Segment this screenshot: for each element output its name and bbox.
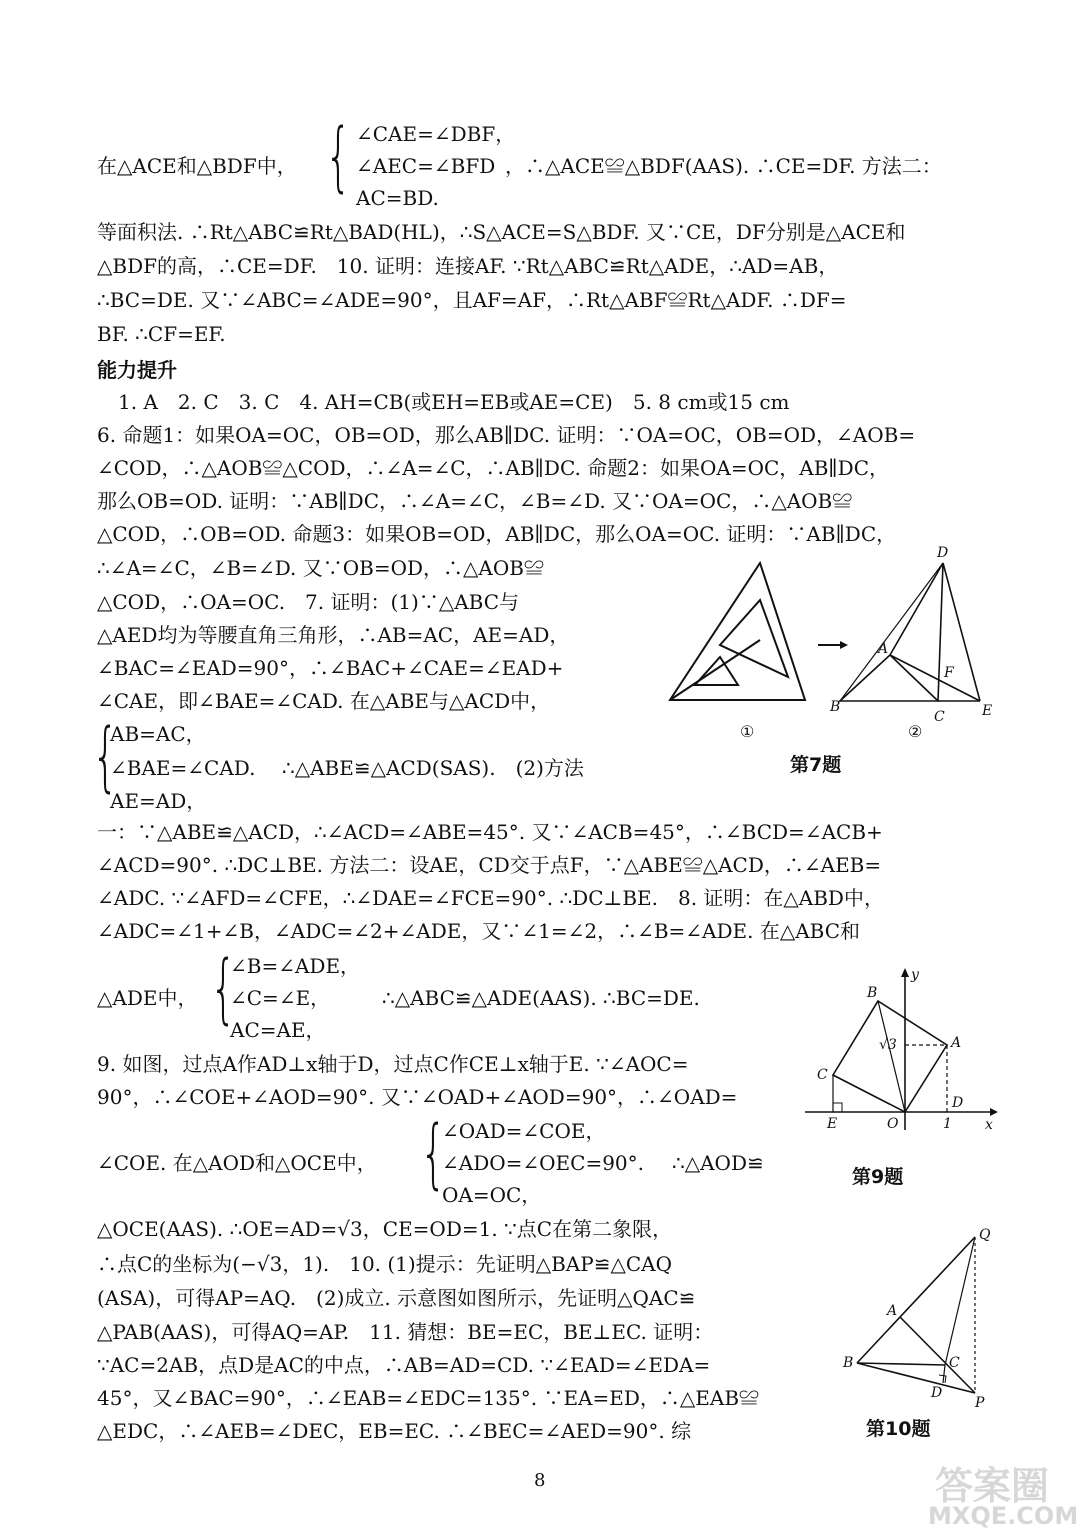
- fig7-label-C: C: [934, 709, 945, 725]
- text-line-26: ∠COE. 在△AOD和△OCE中，: [97, 1151, 377, 1175]
- text-line-32: ∵AC=2AB，点D是AC的中点，∴AB=AD=CD. ∵∠EAD=∠EDA=: [97, 1353, 711, 1377]
- system3-row1: ∠B=∠ADE，: [230, 954, 361, 978]
- text-line-14: △AED均为等腰直角三角形，∴AB=AC，AE=AD，: [97, 623, 570, 647]
- system1-row1: ∠CAE=∠DBF，: [356, 122, 516, 146]
- fig9-label-x: x: [985, 1117, 993, 1133]
- fig7-inner-triangle-large: [720, 600, 788, 677]
- text-line-22: △ADE中，: [97, 986, 198, 1010]
- text-line-8: 6. 命题1：如果OA=OC，OB=OD，那么AB∥DC. 证明：∵OA=OC，OB=OD，∠AOB=: [97, 423, 916, 447]
- figure-7: [660, 545, 1000, 745]
- fig9-x-arrow: [990, 1108, 998, 1116]
- fig9-label-E: E: [827, 1116, 838, 1132]
- fig9-label-tick-1: 1: [943, 1116, 952, 1132]
- fig9-label-D: D: [952, 1095, 964, 1111]
- fig10-label-D: D: [931, 1385, 943, 1401]
- text-line-30: (ASA)，可得AP=AQ. (2)成立. 示意图如图所示，先证明△QAC≌: [97, 1286, 696, 1310]
- text-line-5: ∴BC=DE. 又∵∠ABC=∠ADE=90°，且AF=AF，∴Rt△ABF≌Rt△ADF. ∴DF=: [97, 288, 847, 312]
- fig10-label-B: B: [843, 1355, 854, 1371]
- fig9-caption: 第9题: [852, 1166, 904, 1188]
- fig9-label-sqrt3: √3: [879, 1037, 897, 1053]
- system4-row3: OA=OC，: [442, 1183, 542, 1207]
- fig10-label-A: A: [887, 1303, 898, 1319]
- text-line-11: △COD，∴OB=OD. 命题3：如果OB=OD，AB∥DC，那么OA=OC. 证明：∵AB∥DC，: [97, 522, 897, 546]
- text-line-31: △PAB(AAS)，可得AQ=AP. 11. 猜想：BE=EC，BE⊥EC. 证明：: [97, 1320, 714, 1344]
- system3-row2: ∠C=∠E，: [230, 986, 331, 1010]
- system2-row1: AB=AC，: [110, 722, 206, 746]
- fig7-outer-triangle: [670, 563, 805, 700]
- text-line-9: ∠COD，∴△AOB≌△COD，∴∠A=∠C，∴AB∥DC. 命题2：如果OA=OC，AB∥DC，: [97, 456, 890, 480]
- fig9-label-B: B: [867, 985, 878, 1001]
- text-line-25: 90°，∴∠COE+∠AOD=90°. 又∵∠OAD+∠AOD=90°，∴∠OAD=: [97, 1085, 738, 1109]
- text-line-3: 等面积法. ∴Rt△ABC≌Rt△BAD(HL)，∴S△ACE=S△BDF. 又∵CE，DF分别是△ACE和: [97, 220, 906, 244]
- text-line-23: ∴△ABC≌△ADE(AAS). ∴BC=DE.: [382, 986, 700, 1010]
- fig7-divider: [670, 640, 760, 700]
- brace-system-1: {: [325, 111, 352, 200]
- text-line-4: △BDF的高，∴CE=DF. 10. 证明：连接AF. ∵Rt△ABC≌Rt△ADE，∴AD=AB，: [97, 254, 839, 278]
- text-line-19: ∠ACD=90°. ∴DC⊥BE. 方法二：设AE，CD交于点F，∵△ABE≌△ACD，∴∠AEB=: [97, 853, 882, 877]
- text-line-20: ∠ADC. ∵∠AFD=∠CFE，∴∠DAE=∠FCE=90°. ∴DC⊥BE. 8. 证明：在△ABD中，: [97, 886, 884, 910]
- text-line-17: ∴△ABE≌△ACD(SAS). (2)方法: [282, 756, 584, 780]
- fig10-label-C: C: [949, 1355, 960, 1371]
- section-heading: 能力提升: [97, 358, 177, 382]
- fig7-segment-AE: [890, 655, 980, 701]
- text-line-15: ∠BAC=∠EAD=90°，∴∠BAC+∠CAE=∠EAD+: [97, 656, 564, 680]
- fig7-label-E: E: [982, 703, 993, 719]
- fig9-segment-OB: [878, 1001, 905, 1112]
- fig7-label-D: D: [937, 545, 949, 561]
- text-line-21: ∠ADC=∠1+∠B，∠ADC=∠2+∠ADE，又∵∠1=∠2，∴∠B=∠ADE. 在△ABC和: [97, 919, 861, 943]
- fig9-right-angle-mark: [833, 1103, 842, 1112]
- fig7-label-B: B: [830, 699, 841, 715]
- fig10-segment-QC: [945, 1237, 975, 1365]
- text-line-6: BF. ∴CF=EF.: [97, 322, 226, 346]
- fig10-segment-AP: [900, 1317, 975, 1393]
- fig10-right-angle-mark: [939, 1375, 946, 1383]
- system2-row2: ∠BAE=∠CAD.: [110, 756, 256, 780]
- system4-row2: ∠ADO=∠OEC=90°.: [442, 1151, 645, 1175]
- fig9-label-y: y: [911, 967, 919, 983]
- text-line-1: 在△ACE和△BDF中，: [97, 154, 297, 178]
- text-line-33: 45°，又∠BAC=90°，∴∠EAB=∠EDC=135°. ∵EA=ED，∴△EAB≌: [97, 1386, 760, 1410]
- fig7-label-F: F: [944, 665, 954, 681]
- brace-system-4: {: [420, 1108, 447, 1197]
- fig7-segment-AD: [890, 563, 943, 655]
- text-line-12: ∴∠A=∠C，∠B=∠D. 又∵OB=OD，∴△AOB≌: [97, 556, 544, 580]
- page-number: 8: [534, 1470, 546, 1491]
- fig10-segment-BQ: [857, 1237, 975, 1363]
- fig10-caption: 第10题: [866, 1418, 931, 1440]
- fig9-square: [833, 1001, 947, 1112]
- text-line-18: 一：∵△ABE≌△ACD，∴∠ACD=∠ABE=45°. 又∵∠ACB=45°，∴∠BCD=∠ACB+: [97, 820, 883, 844]
- fig10-label-Q: Q: [979, 1227, 991, 1243]
- text-line-28: △OCE(AAS). ∴OE=AD=√3，CE=OD=1. ∵点C在第二象限，: [97, 1217, 673, 1241]
- fig10-label-P: P: [975, 1395, 985, 1410]
- text-line-10: 那么OB=OD. 证明：∵AB∥DC，∴∠A=∠C，∠B=∠D. 又∵OA=OC，∴△AOB≌: [97, 489, 853, 513]
- text-line-13: △COD，∴OA=OC. 7. 证明：(1)∵△ABC与: [97, 590, 520, 614]
- figure-9: [795, 965, 1005, 1135]
- fig7-label-A: A: [878, 641, 889, 657]
- text-line-29: ∴点C的坐标为(−√3，1). 10. (1)提示：先证明△BAP≌△CAQ: [97, 1252, 672, 1276]
- brace-system-3: {: [210, 943, 237, 1032]
- system1-row3: AC=BD.: [356, 186, 439, 210]
- fig9-label-C: C: [817, 1067, 828, 1083]
- system1-row2: ∠AEC=∠BFD: [356, 154, 496, 178]
- text-line-24: 9. 如图，过点A作AD⊥x轴于D，过点C作CE⊥x轴于E. ∵∠AOC=: [97, 1052, 689, 1076]
- brace-system-2: {: [92, 711, 119, 800]
- text-line-34: △EDC，∴∠AEB=∠DEC，EB=EC. ∴∠BEC=∠AED=90°. 综: [97, 1419, 692, 1443]
- figure-10: [835, 1225, 1005, 1410]
- fig9-label-A: A: [951, 1035, 962, 1051]
- text-line-2: ，∴△ACE≌△BDF(AAS). ∴CE=DF. 方法二：: [505, 154, 942, 178]
- system4-row1: ∠OAD=∠COE，: [442, 1119, 606, 1143]
- fig7-label-two: ②: [908, 722, 923, 741]
- fig7-segment-BD: [840, 563, 943, 701]
- text-line-27: ∴△AOD≌: [672, 1151, 764, 1175]
- system3-row3: AC=AE，: [230, 1018, 326, 1042]
- fig7-triangle-ABC: [840, 655, 938, 701]
- system2-row3: AE=AD，: [110, 789, 207, 813]
- fig10-segment-CD: [943, 1365, 945, 1383]
- fig10-segment-BC: [857, 1363, 945, 1365]
- watermark-bottom: MXQE.COM: [928, 1502, 1079, 1530]
- watermark-top: 答案圈: [935, 1464, 1050, 1508]
- fig9-label-O: O: [887, 1116, 899, 1132]
- fig9-y-arrow: [901, 968, 909, 977]
- text-line-7: 1. A 2. C 3. C 4. AH=CB(或EH=EB或AE=CE) 5. 8 cm或15 cm: [118, 390, 790, 414]
- fig7-arrow-head: [840, 641, 848, 649]
- fig7-caption: 第7题: [790, 754, 842, 776]
- fig7-inner-triangle-small: [695, 657, 738, 685]
- text-line-16: ∠CAE，即∠BAE=∠CAD. 在△ABE与△ACD中，: [97, 689, 551, 713]
- fig7-label-one: ①: [740, 722, 755, 741]
